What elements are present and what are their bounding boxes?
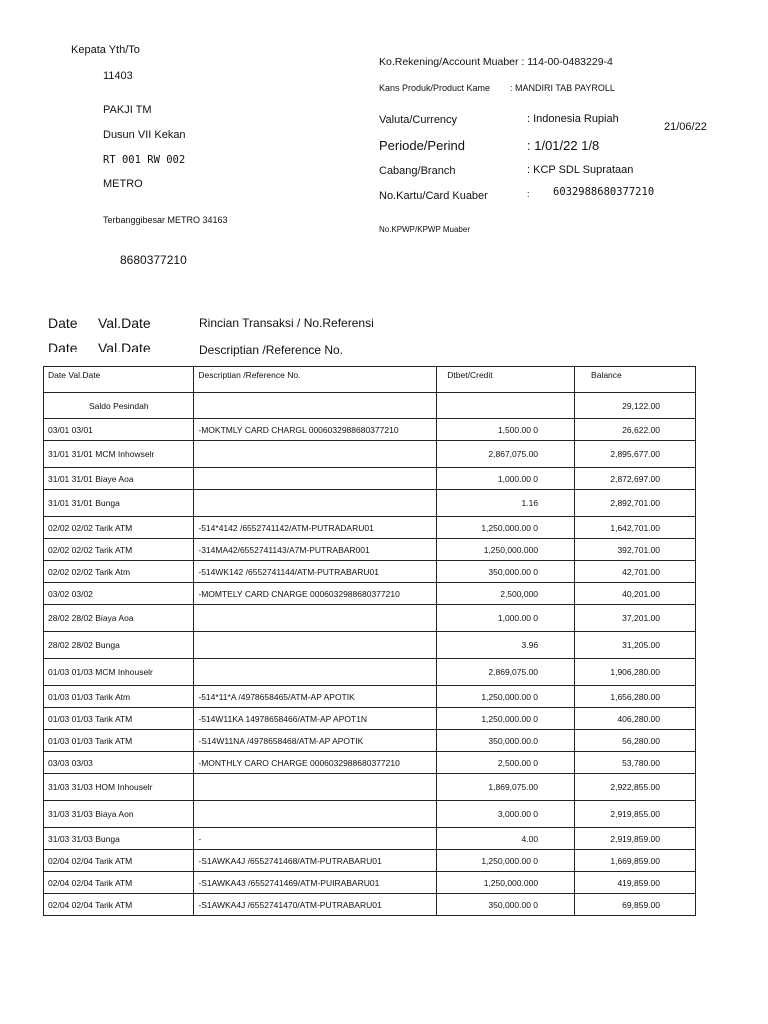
heading-description: Descriptian /Reference No. — [199, 343, 344, 357]
row-amount: 2,500,000 — [437, 583, 575, 605]
row-description: -S14W11NA /4978658468/ATM-AP APOTIK — [194, 730, 437, 752]
row-balance: 1,669,859.00 — [575, 850, 696, 872]
col-header-debit-credit: Dtbet/Credit — [437, 367, 575, 393]
row-amount: 1,250,000.000 — [437, 872, 575, 894]
heading-date: Date — [48, 315, 78, 331]
currency-value: : Indonesia Rupiah — [527, 113, 619, 125]
row-description: -S1AWKA4J /6552741468/ATM-PUTRABARU01 — [194, 850, 437, 872]
period-label: Periode/Perind — [379, 138, 465, 153]
row-description: -314MA42/6552741143/A7M-PUTRABAR001 — [194, 539, 437, 561]
table-row — [44, 872, 696, 894]
table-row — [44, 894, 696, 916]
row-balance: 2,892,701.00 — [575, 490, 696, 517]
col-header-date: Date Val.Date — [44, 367, 194, 393]
row-date: 02/02 02/02 Tarik Atm — [44, 561, 194, 583]
opening-balance-row — [44, 393, 696, 419]
heading-date-clipped: Date — [48, 340, 78, 352]
recipient-code: 11403 — [103, 70, 133, 82]
row-description — [194, 659, 437, 686]
row-amount: 4.00 — [437, 828, 575, 850]
row-amount: 350,000.00 0 — [437, 561, 575, 583]
row-date: 01/03 01/03 MCM Inhouselr — [44, 659, 194, 686]
branch-value: : KCP SDL Suprataan — [527, 164, 634, 176]
opening-balance-value: 29,122.00 — [575, 393, 696, 419]
row-description: -MOKTMLY CARD CHARGL 0006032988680377210 — [194, 419, 437, 441]
period-value: : 1/01/22 1/8 — [527, 138, 600, 153]
row-date: 01/03 01/03 Tarik ATM — [44, 730, 194, 752]
row-description — [194, 490, 437, 517]
row-date: 01/03 01/03 Tarik ATM — [44, 708, 194, 730]
recipient-address3: Terbanggibesar METRO 34163 — [103, 215, 228, 225]
row-date: 31/03 31/03 Biaya Aon — [44, 801, 194, 828]
account-number: Ko.Rekening/Account Muaber : 114-00-0483229-4 — [379, 56, 613, 68]
row-amount: 3.96 — [437, 632, 575, 659]
table-row — [44, 730, 696, 752]
row-amount: 1,250,000.000 — [437, 539, 575, 561]
table-row — [44, 583, 696, 605]
row-balance: 1,656,280.00 — [575, 686, 696, 708]
row-balance: 2,922,855.00 — [575, 774, 696, 801]
card-value: 6032988680377210 — [553, 186, 655, 198]
row-amount: 1,500.00 0 — [437, 419, 575, 441]
row-amount: 1,869,075.00 — [437, 774, 575, 801]
table-row — [44, 774, 696, 801]
row-description: -514*4142 /6552741142/ATM-PUTRADARU01 — [194, 517, 437, 539]
row-description: -514WK142 /6552741144/ATM-PUTRABARU01 — [194, 561, 437, 583]
row-date: 01/03 01/03 Tarik Atm — [44, 686, 194, 708]
col-header-description: Descriptian /Reference No. — [194, 367, 437, 393]
row-amount: 350,000.00 0 — [437, 894, 575, 916]
table-row — [44, 539, 696, 561]
recipient-address2: RT 001 RW 002 — [103, 154, 186, 166]
row-description — [194, 441, 437, 468]
row-description: - — [194, 828, 437, 850]
row-amount: 2,869,075.00 — [437, 659, 575, 686]
currency-label: Valuta/Currency — [379, 114, 458, 126]
row-date: 31/01 31/01 Bunga — [44, 490, 194, 517]
row-date: 31/01 31/01 Biaye Aoa — [44, 468, 194, 490]
row-date: 31/01 31/01 MCM Inhowselr — [44, 441, 194, 468]
row-amount: 1,000.00 0 — [437, 605, 575, 632]
recipient-city: METRO — [103, 178, 143, 190]
row-balance: 2,895,677.00 — [575, 441, 696, 468]
table-row — [44, 659, 696, 686]
row-balance: 40,201.00 — [575, 583, 696, 605]
row-amount: 1,250,000.00 0 — [437, 708, 575, 730]
product-value: : MANDIRI TAB PAYROLL — [510, 83, 615, 93]
row-date: 28/02 28/02 Biaya Aoa — [44, 605, 194, 632]
row-date: 28/02 28/02 Bunga — [44, 632, 194, 659]
row-description — [194, 605, 437, 632]
row-balance: 31,205.00 — [575, 632, 696, 659]
product-label: Kans Produk/Product Kame — [379, 83, 491, 93]
row-description: -514W11KA 14978658466/ATM-AP APOT1N — [194, 708, 437, 730]
table-row — [44, 801, 696, 828]
row-date: 02/04 02/04 Tarik ATM — [44, 872, 194, 894]
row-date: 03/01 03/01 — [44, 419, 194, 441]
table-row — [44, 850, 696, 872]
table-row — [44, 686, 696, 708]
row-amount: 2,500.00 0 — [437, 752, 575, 774]
row-description — [194, 774, 437, 801]
table-row — [44, 605, 696, 632]
print-date: 21/06/22 — [664, 121, 707, 133]
row-amount: 1,250,000.00 0 — [437, 517, 575, 539]
row-balance: 53,780.00 — [575, 752, 696, 774]
row-description — [194, 632, 437, 659]
row-balance: 1,906,280.00 — [575, 659, 696, 686]
table-row — [44, 441, 696, 468]
table-row — [44, 561, 696, 583]
table-header-row — [44, 367, 696, 393]
row-date: 03/03 03/03 — [44, 752, 194, 774]
table-row — [44, 752, 696, 774]
row-amount: 1.16 — [437, 490, 575, 517]
row-description: -514*11*A /4978658465/ATM-AP APOTIK — [194, 686, 437, 708]
opening-balance-label: Saldo Pesindah — [44, 393, 194, 419]
card-label: No.Kartu/Card Kuaber — [379, 190, 488, 202]
row-description: -S1AWKA4J /6552741470/ATM-PUTRABARU01 — [194, 894, 437, 916]
branch-label: Cabang/Branch — [379, 165, 456, 177]
row-amount: 1,250,000.00 0 — [437, 850, 575, 872]
row-balance: 419,859.00 — [575, 872, 696, 894]
row-date: 02/04 02/04 Tarik ATM — [44, 850, 194, 872]
row-amount: 1,000.00 0 — [437, 468, 575, 490]
table-row — [44, 468, 696, 490]
row-date: 02/02 02/02 Tarik ATM — [44, 517, 194, 539]
transactions-table-wrap — [43, 366, 696, 916]
row-date: 31/03 31/03 HOM Inhouselr — [44, 774, 194, 801]
row-description: -MOMTELY CARD CNARGE 0006032988680377210 — [194, 583, 437, 605]
row-description: -MONTHLY CARO CHARGE 0006032988680377210 — [194, 752, 437, 774]
row-date: 03/02 03/02 — [44, 583, 194, 605]
table-row — [44, 490, 696, 517]
table-row — [44, 419, 696, 441]
row-amount: 350,000.00.0 — [437, 730, 575, 752]
col-header-balance: Balance — [575, 367, 696, 393]
heading-detail: Rincian Transaksi / No.Referensi — [199, 316, 374, 330]
row-description — [194, 468, 437, 490]
row-balance: 392,701.00 — [575, 539, 696, 561]
recipient-address1: Dusun VII Kekan — [103, 129, 186, 141]
row-balance: 2,872,697.00 — [575, 468, 696, 490]
recipient-account-ref: 8680377210 — [120, 253, 187, 267]
row-balance: 26,622.00 — [575, 419, 696, 441]
row-balance: 37,201.00 — [575, 605, 696, 632]
kpwp-label: No.KPWP/KPWP Muaber — [379, 225, 470, 234]
row-balance: 56,280.00 — [575, 730, 696, 752]
row-date: 31/03 31/03 Bunga — [44, 828, 194, 850]
row-description: -S1AWKA43 /6552741469/ATM-PUIRABARU01 — [194, 872, 437, 894]
row-balance: 406,280.00 — [575, 708, 696, 730]
row-amount: 3,000.00 0 — [437, 801, 575, 828]
recipient-name: PAKJI TM — [103, 104, 152, 116]
recipient-label: Kepata Yth/To — [71, 44, 140, 56]
row-balance: 42,701.00 — [575, 561, 696, 583]
table-row — [44, 828, 696, 850]
table-row — [44, 632, 696, 659]
transactions-table — [43, 366, 696, 916]
row-balance: 2,919,859.00 — [575, 828, 696, 850]
row-balance: 2,919,855.00 — [575, 801, 696, 828]
row-balance: 69,859.00 — [575, 894, 696, 916]
row-date: 02/04 02/04 Tarik ATM — [44, 894, 194, 916]
table-row — [44, 517, 696, 539]
heading-clipped-row — [0, 340, 768, 352]
heading-val-date: Val.Date — [98, 315, 151, 331]
card-colon: : — [527, 189, 530, 199]
row-date: 02/02 02/02 Tarik ATM — [44, 539, 194, 561]
table-row — [44, 708, 696, 730]
row-amount: 2,867,075.00 — [437, 441, 575, 468]
heading-val-date-clipped: Val.Date — [98, 340, 151, 352]
row-description — [194, 801, 437, 828]
row-amount: 1,250,000.00 0 — [437, 686, 575, 708]
opening-balance-amount — [437, 393, 575, 419]
row-balance: 1,642,701.00 — [575, 517, 696, 539]
opening-balance-desc — [194, 393, 437, 419]
